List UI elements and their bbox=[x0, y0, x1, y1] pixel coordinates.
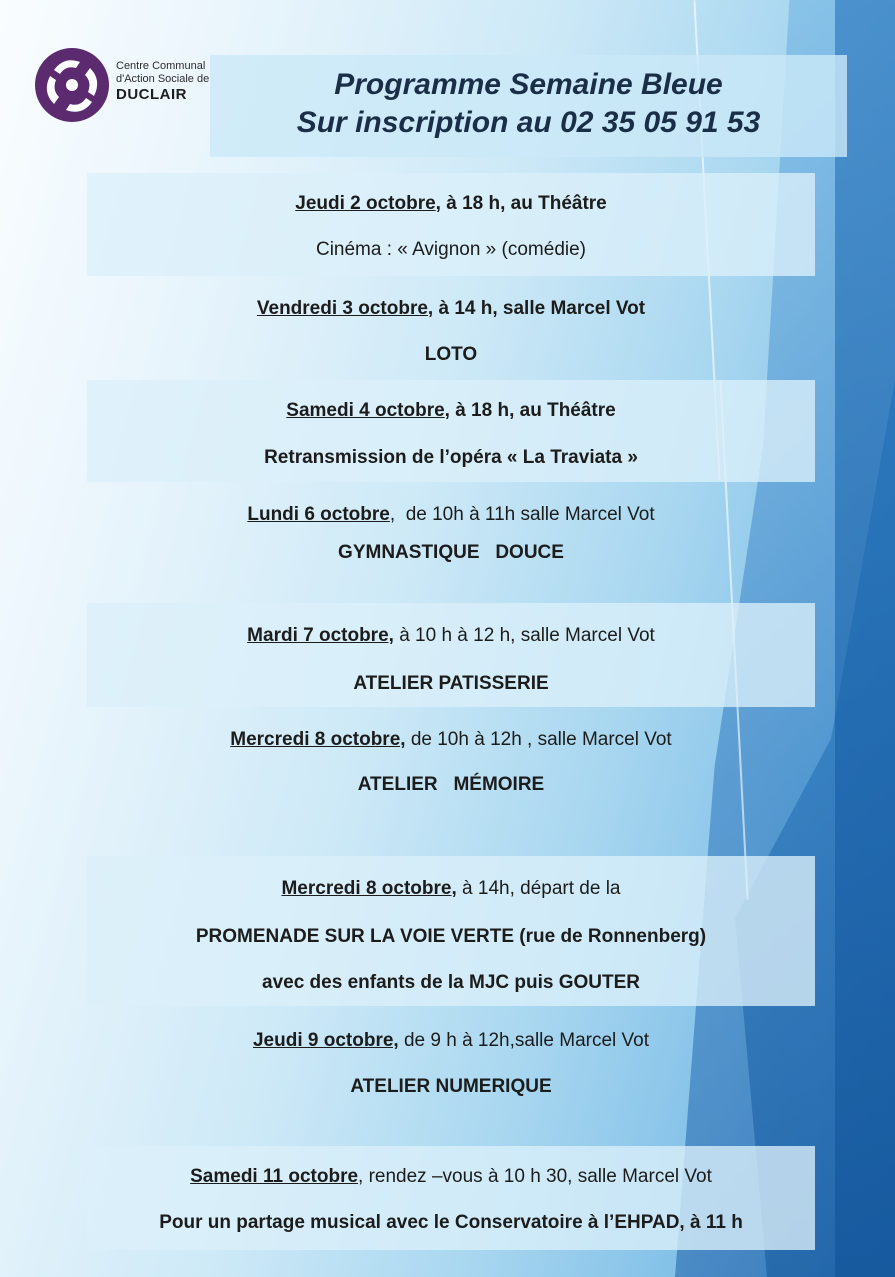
event-activity: Pour un partage musical avec le Conservatoire à l’EHPAD, à 11 h bbox=[159, 1212, 743, 1233]
event-item bbox=[87, 490, 815, 600]
event-item bbox=[87, 1012, 815, 1122]
event-item bbox=[87, 856, 815, 1006]
decor-stripe bbox=[835, 0, 895, 1277]
org-name: DUCLAIR bbox=[116, 86, 187, 103]
event-details: de 10h à 12h , salle Marcel Vot bbox=[405, 729, 672, 750]
event-activity: Retransmission de l’opéra « La Traviata » bbox=[264, 447, 638, 468]
event-date: Samedi 4 octobre bbox=[286, 400, 445, 421]
event-activity: PROMENADE SUR LA VOIE VERTE (rue de Ronnenberg) bbox=[195, 926, 707, 947]
org-line-2: d'Action Sociale de bbox=[116, 73, 210, 85]
event-details: à 10 h à 12 h, salle Marcel Vot bbox=[393, 625, 655, 646]
event-activity: ATELIER NUMERIQUE bbox=[350, 1076, 552, 1097]
event-date: Mardi 7 octobre, bbox=[247, 625, 394, 646]
event-details: , à 18 h, au Théâtre bbox=[444, 400, 616, 421]
event-date: Mercredi 8 octobre, bbox=[230, 729, 406, 750]
event-date: Mercredi 8 octobre, bbox=[281, 878, 457, 899]
page-subtitle: Sur inscription au 02 35 05 91 53 bbox=[296, 106, 761, 139]
event-activity: ATELIER PATISSERIE bbox=[353, 673, 549, 694]
event-item bbox=[87, 280, 815, 375]
event-details: , à 14 h, salle Marcel Vot bbox=[427, 298, 646, 319]
event-item bbox=[87, 173, 815, 276]
event-details: , à 18 h, au Théâtre bbox=[435, 193, 607, 214]
organization-block bbox=[116, 60, 209, 103]
event-item bbox=[87, 603, 815, 707]
event-date: Samedi 11 octobre bbox=[190, 1166, 359, 1187]
event-date: Jeudi 9 octobre, bbox=[252, 1030, 399, 1051]
event-details: à 14h, départ de la bbox=[456, 878, 621, 899]
event-activity: ATELIER MÉMOIRE bbox=[357, 774, 545, 795]
event-details: , rendez –vous à 10 h 30, salle Marcel Vot bbox=[358, 1166, 712, 1187]
event-date: Vendredi 3 octobre bbox=[256, 298, 428, 319]
event-details: de 9 h à 12h,salle Marcel Vot bbox=[398, 1030, 650, 1051]
page-title: Programme Semaine Bleue bbox=[334, 68, 723, 101]
event-item bbox=[87, 380, 815, 482]
hands-circle-icon bbox=[34, 42, 110, 128]
org-line-1: Centre Communal bbox=[116, 60, 206, 72]
event-activity: LOTO bbox=[424, 344, 478, 365]
event-activity: Cinéma : « Avignon » (comédie) bbox=[315, 239, 587, 260]
event-details: , de 10h à 11h salle Marcel Vot bbox=[389, 504, 655, 525]
header-box bbox=[210, 55, 847, 157]
event-date: Jeudi 2 octobre bbox=[295, 193, 436, 214]
event-date: Lundi 6 octobre bbox=[247, 504, 390, 525]
event-activity-2: avec des enfants de la MJC puis GOUTER bbox=[262, 972, 640, 993]
event-item bbox=[87, 1146, 815, 1250]
event-activity: GYMNASTIQUE DOUCE bbox=[338, 542, 564, 563]
event-item bbox=[87, 712, 815, 822]
